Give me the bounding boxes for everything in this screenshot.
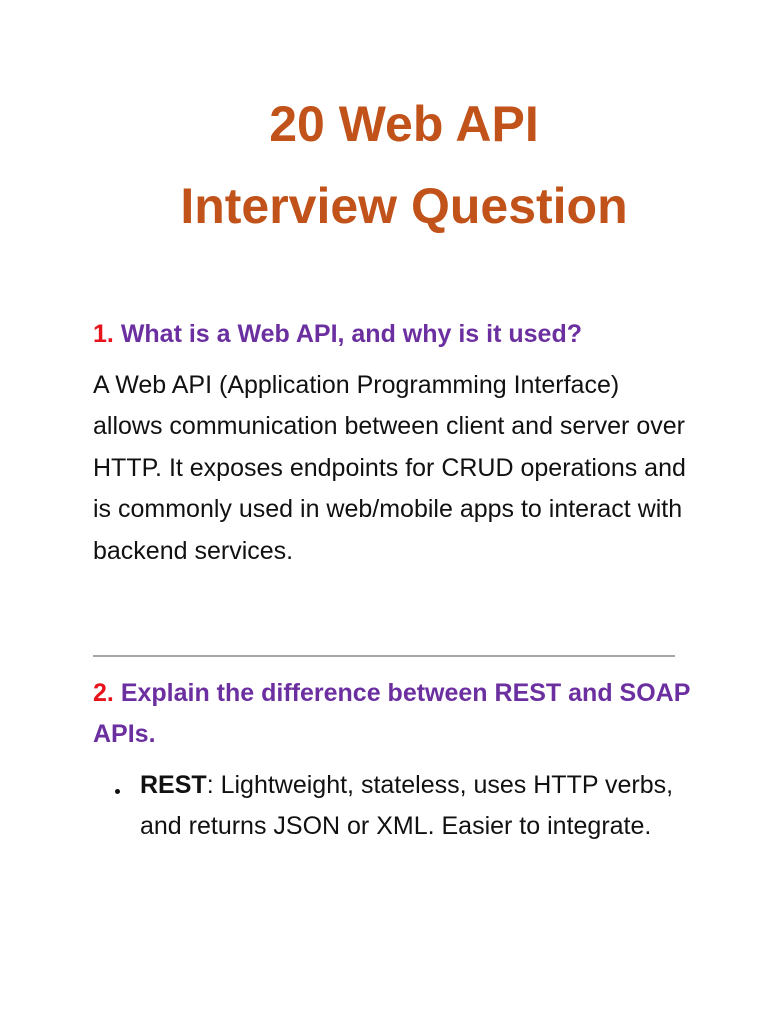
question-1	[93, 314, 693, 355]
bullet-dot-icon	[115, 789, 120, 794]
answer-1: A Web API (Application Programming Interface) allows communication between client and server over HTTP. It exposes endpoints for CRUD operations and is commonly used in web/mobile apps to interact with backend services.	[93, 371, 686, 565]
bullet-item-rest	[93, 765, 693, 848]
question-2-number: 2.	[93, 679, 114, 707]
question-1-text: What is a Web API, and why is it used?	[120, 320, 582, 348]
section-divider	[93, 655, 675, 657]
question-1-number: 1.	[93, 320, 114, 348]
title-line-2: Interview Question	[180, 178, 628, 234]
question-2	[93, 673, 693, 755]
title-line-1: 20 Web API	[269, 96, 539, 152]
question-2-text: Explain the difference between REST and SOAP APIs.	[93, 679, 690, 748]
bullet-term: REST	[140, 771, 207, 799]
answer-2-bullet-list	[93, 765, 693, 848]
bullet-text: : Lightweight, stateless, uses HTTP verbs, and returns JSON or XML. Easier to integrate.	[140, 771, 674, 841]
